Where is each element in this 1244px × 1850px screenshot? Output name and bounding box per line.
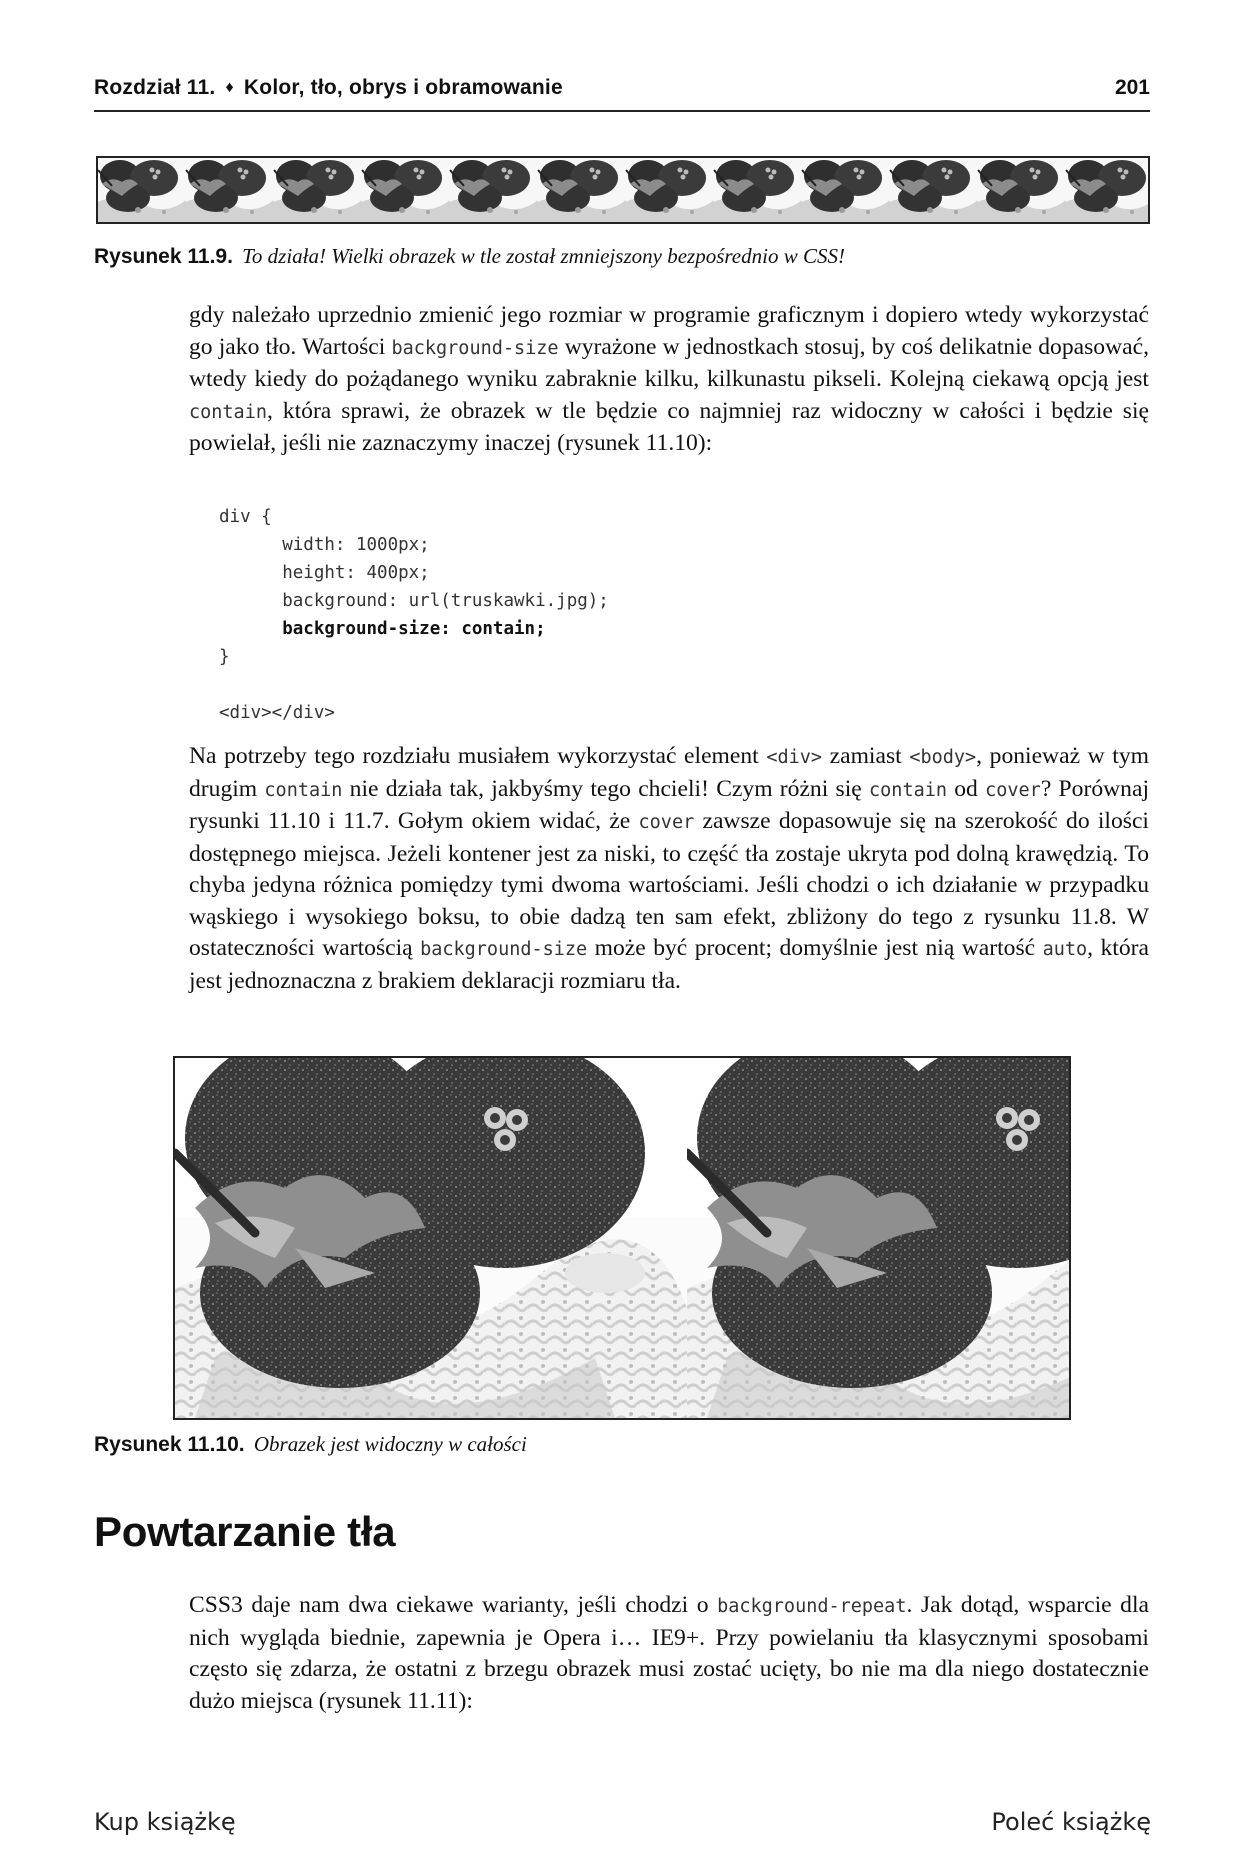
code-line: <div></div> (219, 703, 335, 723)
strawberry-tile (1066, 158, 1148, 222)
strawberry-tile (98, 158, 186, 222)
section-heading: Powtarzanie tła (94, 1508, 396, 1555)
inline-code: cover (638, 812, 695, 833)
inline-code: background-size (420, 939, 588, 960)
code-line: } (219, 647, 230, 667)
strawberry-tile (890, 158, 978, 222)
buy-book-link[interactable]: Kup książkę (94, 1808, 236, 1836)
strawberry-tile (450, 158, 538, 222)
figure-caption-text: Obrazek jest widoczny w całości (253, 1432, 527, 1456)
chapter-heading (94, 76, 563, 100)
strawberry-tile (802, 158, 890, 222)
code-line: height: 400px; (282, 563, 430, 583)
inline-code: <body> (909, 747, 977, 768)
figure-11-9-caption (94, 244, 845, 269)
inline-code: background-repeat (717, 1596, 907, 1617)
text-run: , ponieważ w tym drugim (189, 743, 1149, 802)
strawberry-tile (538, 158, 626, 222)
strawberries-contain-image (175, 1058, 1069, 1418)
figure-label: Rysunek 11.10. (94, 1433, 245, 1456)
figure-caption-text: To działa! Wielki obrazek w tle został zmniejszony bezpośrednio w CSS! (242, 244, 845, 268)
text-run: gdy należało uprzednio zmienić jego rozmiar w programie graficznym i dopiero wtedy wykorzystać go jako tło. Wartości (189, 302, 1149, 360)
text-run: nie działa tak, jakbyśmy tego chcieli! Czym różni się (342, 775, 870, 802)
text-run: , która jest jednoznaczna z brakiem deklaracji rozmiaru tła. (189, 935, 1149, 994)
text-run: zamiast (822, 743, 910, 769)
code-line-highlighted: background-size: contain; (282, 619, 546, 639)
figure-label: Rysunek 11.9. (94, 245, 233, 268)
code-line: div { (219, 507, 272, 527)
text-run: od (947, 775, 986, 802)
strawberry-tile (186, 158, 274, 222)
strawberry-tile (978, 158, 1066, 222)
text-run: CSS3 daje nam dwa ciekawe warianty, jeśli chodzi o (189, 1592, 718, 1618)
inline-code: auto (1042, 939, 1088, 960)
strawberry-strip-image (98, 158, 1148, 222)
inline-code: contain (189, 401, 267, 423)
figure-11-9-image (96, 156, 1150, 224)
text-run: , która sprawi, że obrazek w tle będzie co najmniej raz widoczny w całości i będzie się powielał, jeśli nie zaznaczymy inaczej (rysunek 11.10): (189, 397, 1149, 456)
text-run: Na potrzeby tego rozdziału musiałem wykorzystać element (189, 743, 767, 769)
code-listing (219, 503, 609, 727)
inline-code: contain (264, 779, 343, 801)
strawberry-tile (362, 158, 450, 222)
text-run: wyrażone w jednostkach stosuj, by coś delikatnie dopasować, wtedy kiedy do pożądanego wyniku zabraknie kilku, kilkunastu pikseli. Kolejną ciekawą opcją jest (189, 333, 1149, 392)
diamond-separator-icon: ♦ (225, 79, 234, 96)
running-header (94, 76, 1150, 112)
code-line: background: url(truskawki.jpg); (282, 591, 609, 611)
text-run: może być procent; domyślnie jest nią wartość (587, 935, 1043, 961)
inline-code: contain (869, 779, 947, 801)
code-line: width: 1000px; (282, 535, 430, 555)
recommend-book-link[interactable]: Poleć książkę (991, 1808, 1151, 1836)
text-run: . Jak dotąd, wsparcie dla nich wygląda biednie, zapewnia je Opera i… IE9+. Przy powielaniu tła klasycznymi sposobami często się zdarza, że ostatni z brzegu obrazek musi zostać ucięty, bo nie ma dla niego dostatecznie dużo miejsca (rysunek 11.11): (189, 1592, 1149, 1714)
inline-code: cover (985, 779, 1041, 801)
page-number: 201 (1114, 76, 1150, 99)
figure-11-10-image (173, 1056, 1071, 1420)
inline-code: background-size (391, 337, 559, 359)
text-run: ? Porównaj rysunki 11.10 i 11.7. Gołym okiem widać, że (189, 775, 1149, 834)
figure-11-10-caption (94, 1432, 527, 1457)
chapter-title: Kolor, tło, obrys i obramowanie (243, 76, 563, 99)
body-paragraph-1 (189, 300, 1149, 460)
strawberry-tile (274, 158, 362, 222)
strawberry-tile (626, 158, 714, 222)
chapter-number: Rozdział 11. (94, 76, 216, 99)
body-paragraph-3 (189, 1590, 1149, 1717)
body-paragraph-2 (189, 741, 1149, 997)
strawberry-tile (714, 158, 802, 222)
inline-code: <div> (766, 747, 823, 768)
text-run: zawsze dopasowuje się na szerokość do ilości dostępnego miejsca. Jeżeli kontener jest za niski, to część tła zostaje ukryta pod dolną krawędzią. To chyba jedyna różnica pomiędzy tymi dwoma wartościami. Jeśli chodzi o ich działanie w przypadku wąskiego i wysokiego boksu, to obie dadzą ten sam efekt, zbliżony do tego z rysunku 11.8. W ostateczności wartością (189, 808, 1149, 961)
